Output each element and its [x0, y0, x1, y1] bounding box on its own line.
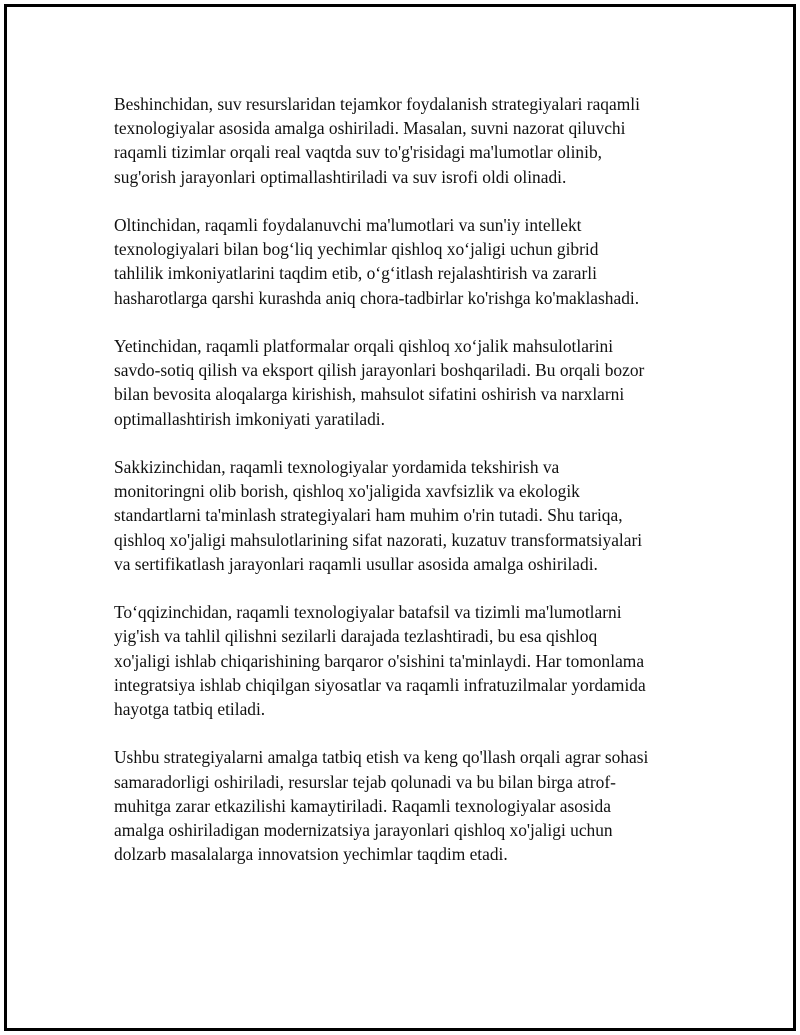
text-line: amalga oshiriladigan modernizatsiya jarayonlari qishloq xo'jaligi uchun — [114, 820, 613, 841]
text-line: monitoringni olib borish, qishloq xo'jaligida xavfsizlik va ekologik — [114, 481, 580, 502]
text-line: Oltinchidan, raqamli foydalanuvchi ma'lumotlari va sun'iy intellekt — [114, 215, 582, 235]
text-line: samaradorligi oshiriladi, resurslar tejab qolunadi va bu bilan birga atrof- — [114, 771, 616, 792]
text-line: tahlilik imkoniyatlarini taqdim etib, o‘g‘itlash rejalashtirish va zararli — [114, 263, 597, 284]
paragraph-1 — [114, 92, 714, 189]
text-line: muhitga zarar etkazilishi kamaytiriladi. Raqamli texnologiyalar asosida — [114, 795, 611, 816]
text-line: sug'orish jarayonlari optimallashtiriladi va suv isrofi oldi olinadi. — [114, 166, 567, 187]
text-line: bilan bevosita aloqalarga kirishish, mahsulot sifatini oshirish va narxlarni — [114, 384, 625, 405]
text-line: Ushbu strategiyalarni amalga tatbiq etish va keng qo'llash orqali agrar sohasi — [114, 747, 649, 768]
text-line: standartlarni ta'minlash strategiyalari ham muhim o'rin tutadi. Shu tariqa, — [114, 505, 623, 526]
text-line: optimallashtirish imkoniyati yaratiladi. — [114, 408, 385, 429]
text-line: yig'ish va tahlil qilishni sezilarli darajada tezlashtiradi, bu esa qishloq — [114, 626, 598, 647]
paragraph-2 — [114, 213, 714, 310]
paragraph-5 — [114, 600, 714, 721]
text-line: integratsiya ishlab chiqilgan siyosatlar va raqamli infratuzilmalar yordamida — [114, 674, 646, 695]
text-line: texnologiyalari bilan bog‘liq yechimlar qishloq xo‘jaligi uchun gibrid — [114, 239, 599, 260]
text-line: hayotga tatbiq etiladi. — [114, 699, 266, 720]
paragraph-4 — [114, 455, 714, 576]
text-line: texnologiyalar asosida amalga oshiriladi. Masalan, suvni nazorat qiluvchi — [114, 118, 626, 139]
text-line: qishloq xo'jaligi mahsulotlarining sifat nazorati, kuzatuv transformatsiyalari — [114, 529, 643, 550]
text-line: hasharotlarga qarshi kurashda aniq chora-tadbirlar ko'rishga ko'maklashadi. — [114, 287, 640, 308]
text-line: To‘qqizinchidan, raqamli texnologiyalar batafsil va tizimli ma'lumotlarni — [114, 602, 622, 623]
text-line: Yetinchidan, raqamli platformalar orqali qishloq xo‘jalik mahsulotlarini — [114, 336, 614, 356]
text-line: raqamli tizimlar orqali real vaqtda suv to'g'risidagi ma'lumotlar olinib, — [114, 142, 602, 163]
text-line: savdo-sotiq qilish va eksport qilish jarayonlari boshqariladi. Bu orqali bozor — [114, 360, 645, 381]
text-line: va sertifikatlash jarayonlari raqamli usullar asosida amalga oshiriladi. — [114, 553, 598, 574]
text-line: Sakkizinchidan, raqamli texnologiyalar yordamida tekshirish va — [114, 457, 560, 477]
text-line: xo'jaligi ishlab chiqarishining barqaror o'sishini ta'minlaydi. Har tomonlama — [114, 650, 645, 671]
document-body — [114, 92, 714, 891]
text-line: Beshinchidan, suv resurslaridan tejamkor foydalanish strategiyalari raqamli — [114, 94, 640, 114]
paragraph-6 — [114, 745, 714, 866]
text-line: dolzarb masalalarga innovatsion yechimlar taqdim etadi. — [114, 844, 508, 865]
paragraph-3 — [114, 334, 714, 431]
